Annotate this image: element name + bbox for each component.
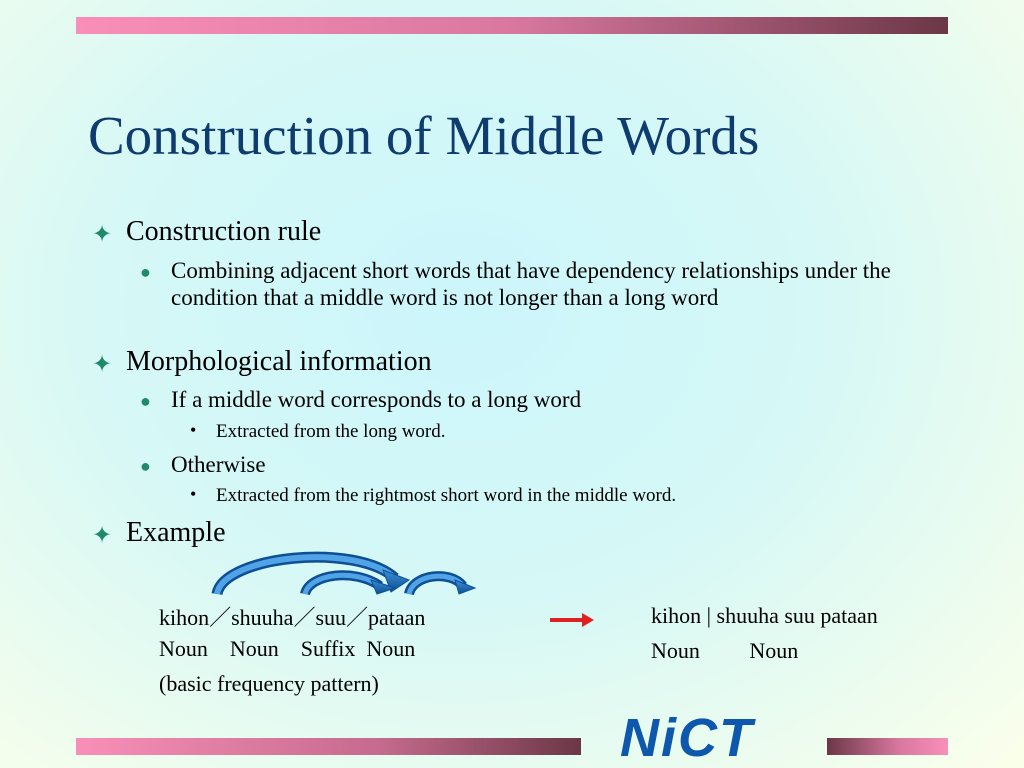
bullet-dot-icon: ● [140,456,151,476]
bottom-decorative-bar-right [827,738,948,755]
bullet-if-corresponds: If a middle word corresponds to a long word [171,387,582,412]
bullet-dot-icon: ● [140,262,151,282]
slide-title: Construction of Middle Words [88,105,760,166]
bullet-morphological-info: Morphological information [126,346,432,377]
bullet-small-dot-icon: • [190,484,197,504]
bullet-extracted-long-word: Extracted from the long word. [216,421,446,442]
bullet-otherwise: Otherwise [171,452,266,477]
bullet-example: Example [126,517,226,548]
example-short-pos: Noun Noun Suffix Noun [159,636,416,661]
example-short-words: kihon／shuuha／suu／pataan [159,605,426,630]
bullet-star-icon: ✦ [92,352,113,378]
bottom-decorative-bar-left [76,738,581,755]
bullet-combining-rule: Combining adjacent short words that have dependency relationships under the condition that a middle word is not longer than a long word [171,258,891,310]
top-decorative-bar [76,17,948,34]
bullet-extracted-rightmost: Extracted from the rightmost short word in the middle word. [216,485,677,506]
example-middle-pos: Noun Noun [651,638,799,663]
example-gloss: (basic frequency pattern) [159,671,379,696]
bullet-dot-icon: ● [140,391,151,411]
dependency-arrows-icon [205,548,485,596]
right-arrow-icon [548,611,596,629]
example-middle-words: kihon | shuuha suu pataan [651,603,878,628]
bullet-star-icon: ✦ [92,222,113,248]
nict-logo: NiCT [620,708,754,768]
bullet-star-icon: ✦ [92,523,113,549]
bullet-small-dot-icon: • [190,420,197,440]
bullet-construction-rule: Construction rule [126,216,322,247]
